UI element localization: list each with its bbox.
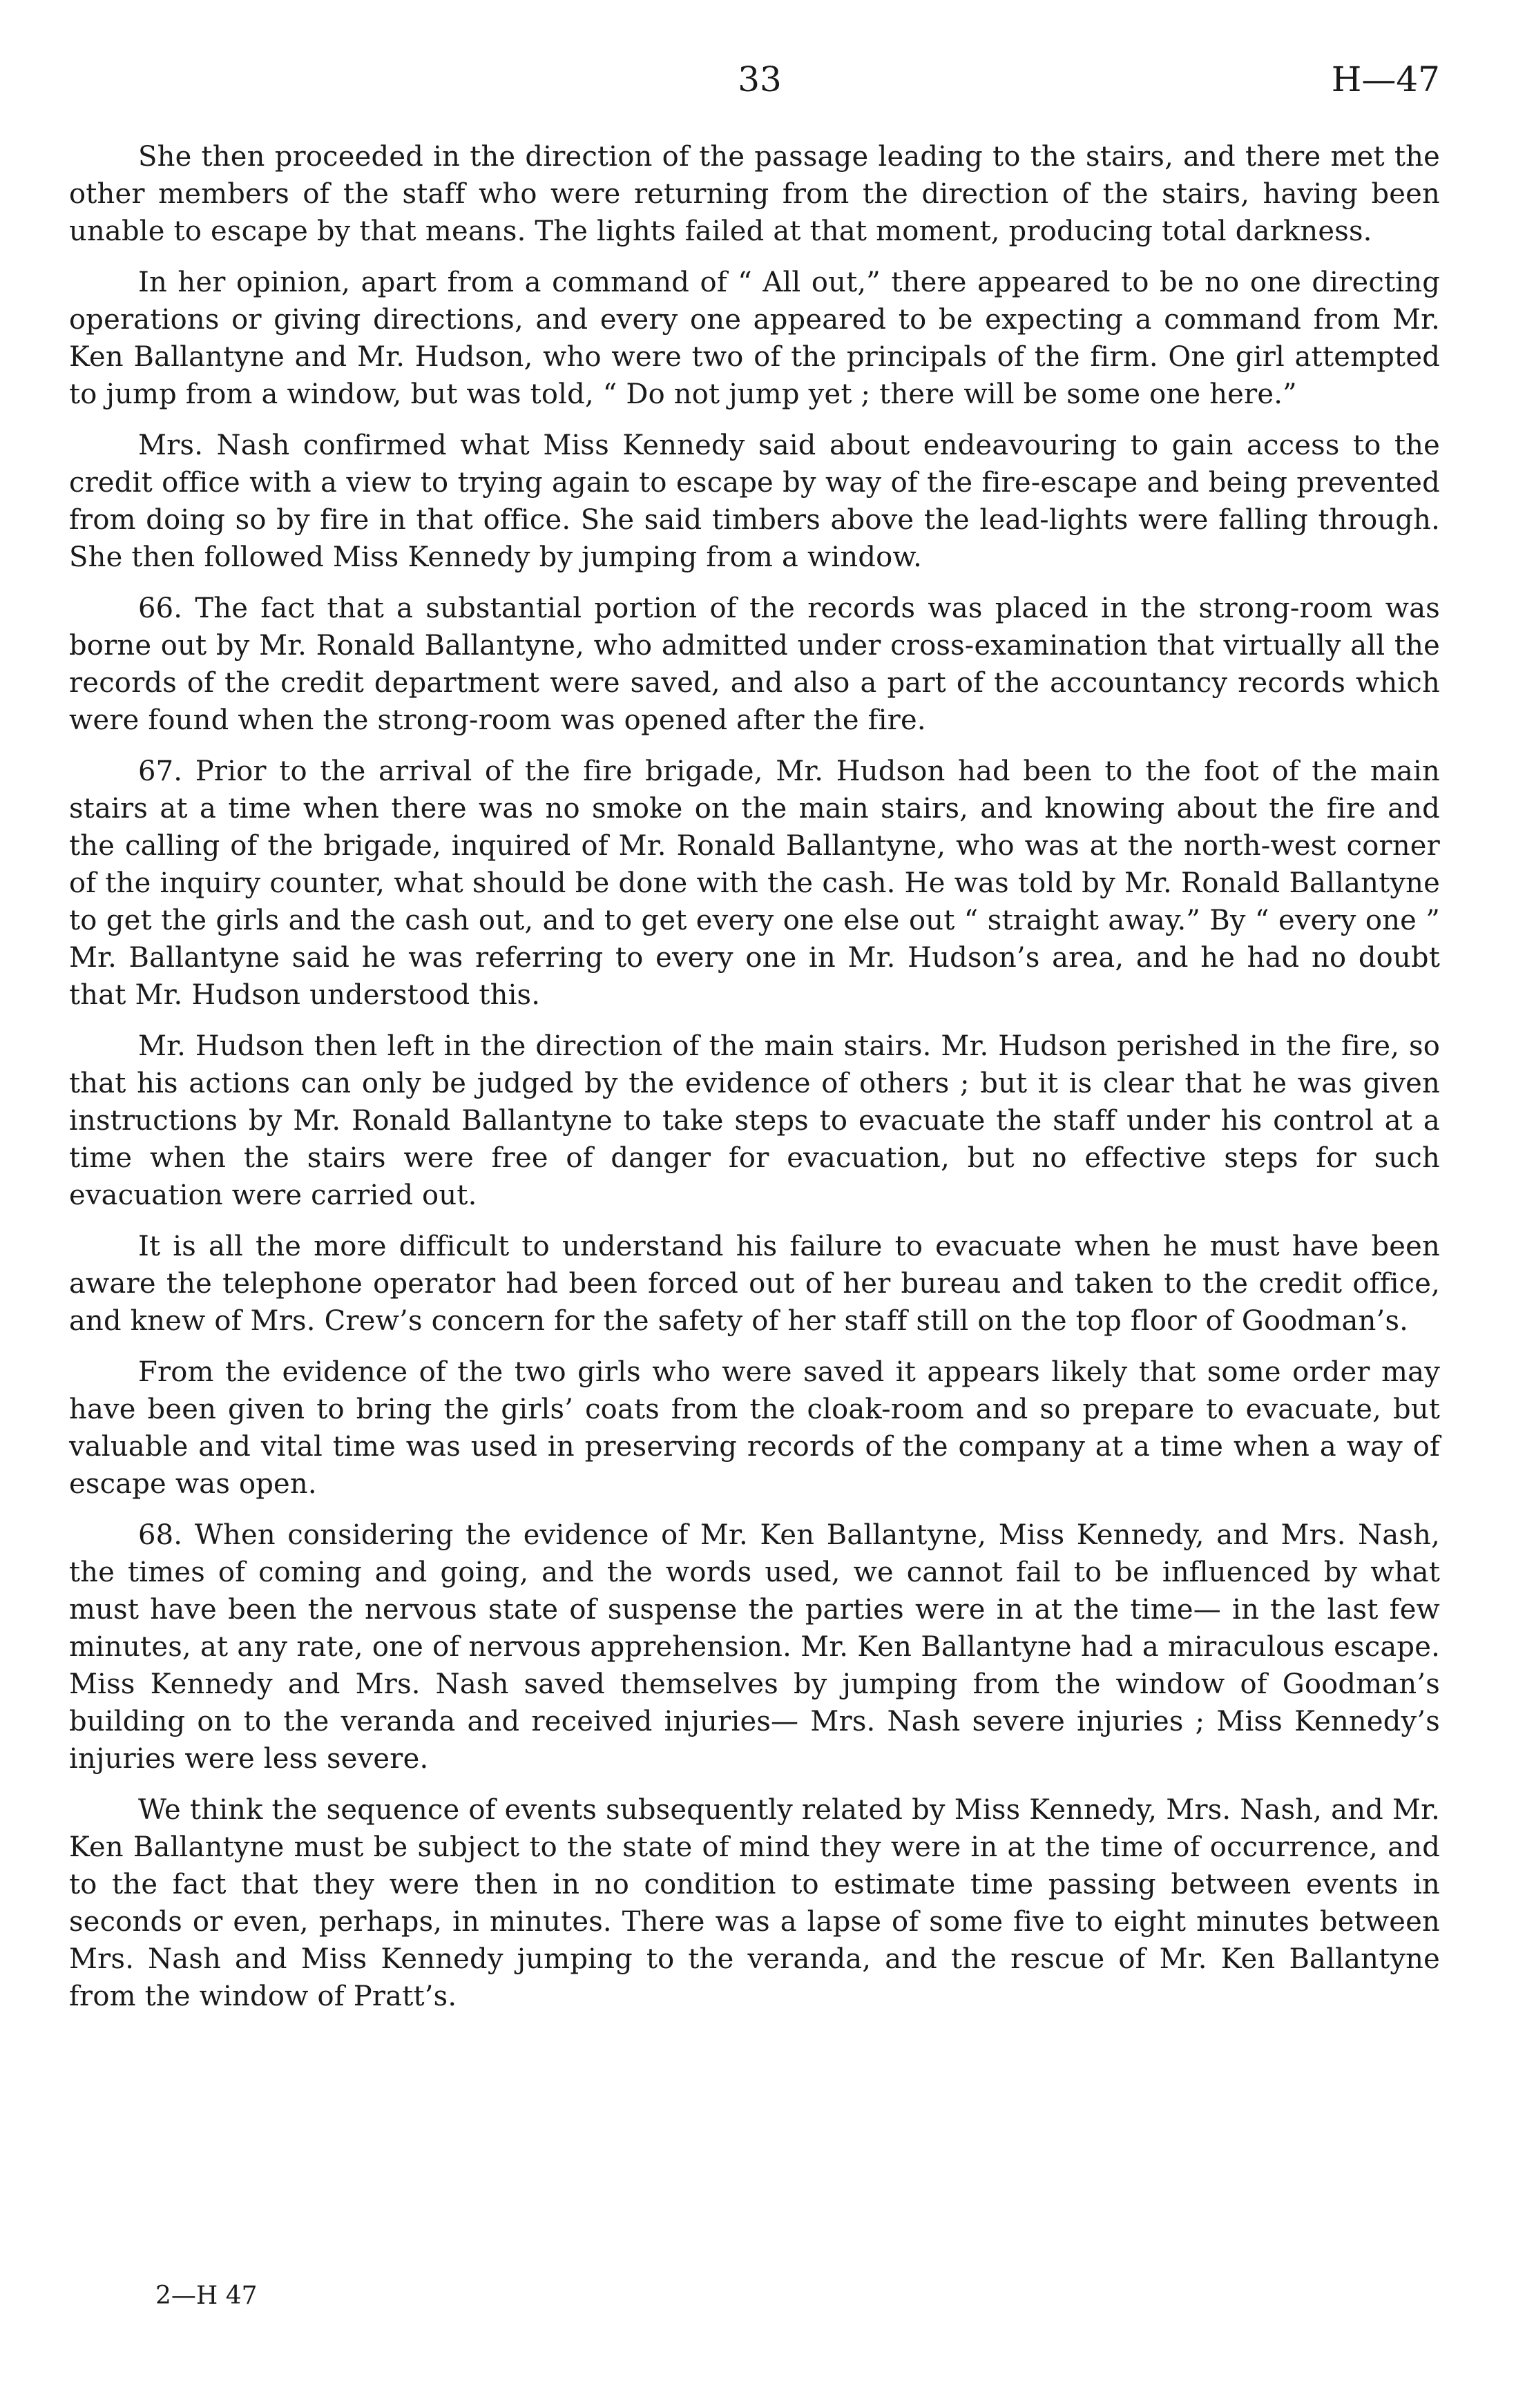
paragraph-68: 68. When considering the evidence of Mr. Ken Ballantyne, Miss Kennedy, and Mrs. Nash, the times of coming and going, and the words used, we cannot fail to be influenced by what must have been the nervous state of suspense the parties were in at the time— in the last few minutes, at any rate, one of nervous apprehension. Mr. Ken Ballantyne had a miraculous escape. Miss Kennedy and Mrs. Nash saved themselves by jumping from the window of Goodman’s building on to the veranda and received injuries— Mrs. Nash severe injuries ; Miss Kennedy’s injuries were less severe. bbox=[69, 1519, 1440, 1775]
paragraph: From the evidence of the two girls who were saved it appears likely that some order may have been given to bring the girls’ coats from the cloak-room and so prepare to evacuate, but valuable and vital time was used in preserving records of the company at a time when a way of escape was open. bbox=[69, 1356, 1440, 1500]
printer-signature-mark: 2—H 47 bbox=[155, 2282, 258, 2310]
paragraph: We think the sequence of events subsequently related by Miss Kennedy, Mrs. Nash, and Mr. Ken Ballantyne must be subject to the state of mind they were in at the time of occurrence, and to the fact that they were then in no condition to estimate time passing between events in seconds or even, perhaps, in minutes. There was a lapse of some five to eight minutes between Mrs. Nash and Miss Kennedy jumping to the veranda, and the rescue of Mr. Ken Ballantyne from the window of Pratt’s. bbox=[69, 1794, 1440, 2012]
paragraph: Mrs. Nash confirmed what Miss Kennedy said about endeavouring to gain access to the credit office with a view to trying again to escape by way of the fire-escape and being prevented from doing so by fire in that office. She said timbers above the lead-lights were falling through. She then followed Miss Kennedy by jumping from a window. bbox=[69, 430, 1440, 573]
paragraph: Mr. Hudson then left in the direction of the main stairs. Mr. Hudson perished in the fire, so that his actions can only be judged by the evidence of others ; but it is clear that he was given instructions by Mr. Ronald Ballantyne to take steps to evacuate the staff under his control at a time when the stairs were free of danger for evacuation, but no effective steps for such evacuation were carried out. bbox=[69, 1030, 1440, 1211]
body-text bbox=[69, 138, 1440, 2029]
paragraph-67: 67. Prior to the arrival of the fire brigade, Mr. Hudson had been to the foot of the main stairs at a time when there was no smoke on the main stairs, and knowing about the fire and the calling of the brigade, inquired of Mr. Ronald Ballantyne, who was at the north-west corner of the inquiry counter, what should be done with the cash. He was told by Mr. Ronald Ballantyne to get the girls and the cash out, and to get every one else out “ straight away.” By “ every one ” Mr. Ballantyne said he was referring to every one in Mr. Hudson’s area, and he had no doubt that Mr. Hudson understood this. bbox=[69, 755, 1440, 1011]
paragraph: It is all the more difficult to understand his failure to evacuate when he must have been aware the telephone operator had been forced out of her bureau and taken to the credit office, and knew of Mrs. Crew’s concern for the safety of her staff still on the top floor of Goodman’s. bbox=[69, 1231, 1440, 1337]
document-reference: H—47 bbox=[1331, 59, 1440, 99]
paragraph-66: 66. The fact that a substantial portion of the records was placed in the strong-room was borne out by Mr. Ronald Ballantyne, who admitted under cross-examination that virtually all the records of the credit department were saved, and also a part of the accountancy records which were found when the strong-room was opened after the fire. bbox=[69, 593, 1440, 736]
paragraph: In her opinion, apart from a command of “ All out,” there appeared to be no one directing operations or giving directions, and every one appeared to be expecting a command from Mr. Ken Ballantyne and Mr. Hudson, who were two of the principals of the firm. One girl attempted to jump from a window, but was told, “ Do not jump yet ; there will be some one here.” bbox=[69, 267, 1440, 410]
paragraph: She then proceeded in the direction of the passage leading to the stairs, and there met the other members of the staff who were returning from the direction of the stairs, having been unable to escape by that means. The lights failed at that moment, producing total darkness. bbox=[69, 141, 1440, 247]
page-number: 33 bbox=[738, 59, 782, 99]
